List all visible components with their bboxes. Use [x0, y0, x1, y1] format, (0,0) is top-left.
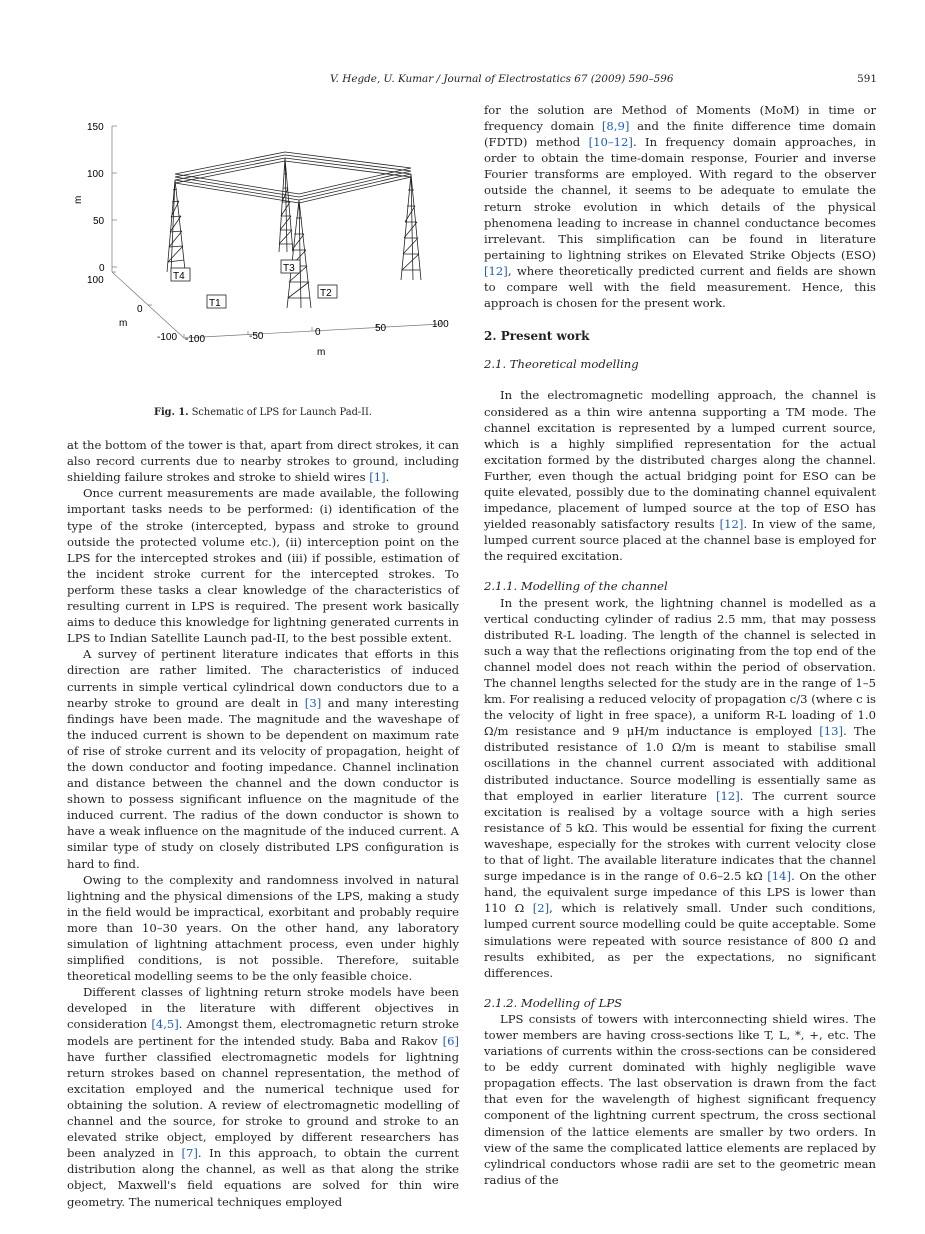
y-tick-label: -100	[157, 332, 178, 343]
text-run: .	[385, 470, 390, 485]
running-head	[0, 73, 925, 87]
text-run: , where theoretically predicted current and fields are shown to compare well with the field measurement. Hence, this approach is chosen for the present work.	[484, 263, 876, 311]
y-tick-label: 100	[87, 275, 104, 286]
tower-label-t4: T4	[173, 271, 185, 282]
figure-caption-text: Schematic of LPS for Launch Pad-II.	[191, 407, 372, 418]
text-run: . In view of the same, lumped current source placed at the channel base is employed for the required excitation.	[484, 517, 876, 564]
text-run: . The current source excitation is realised by a voltage source with a high series resistance of 5 kΩ. This would be essential for fixing the current waveshape, especially for the strokes with current velocity close to that of light. The available literature indicates that the channel surge impedance is in the range of 0.6–2.5 kΩ	[484, 788, 876, 884]
text-run: . In frequency domain approaches, in order to obtain the time-domain response, Fourier and inverse Fourier transforms are employed. With regard to the observer outside the channel, it seems to be adequate to emulate the return stroke evolution in which details of the physical phenomena leading to increase in channel conductance becomes irrelevant. This simplification can be found in literature pertaining to lightning strikes on Elevated Strike Objects (ESO)	[484, 135, 876, 262]
lps-3d-plot	[67, 102, 459, 382]
z-tick-label: 100	[87, 169, 104, 180]
paragraph: Owing to the complexity and randomness involved in natural lightning and the physical dimensions of the LPS, making a study in the field would be impractical, exorbitant and probably require more than 10–30 years. On the other hand, any laboratory simulation of lightning attachment process, even under highly simplified conditions, is not possible. Therefore, suitable theoretical modelling seems to be the only feasible choice.	[67, 872, 459, 984]
tower-label-t1: T1	[209, 298, 221, 309]
citation-link[interactable]: [7]	[181, 1146, 198, 1161]
paragraph	[67, 646, 459, 871]
figure-lps-schematic	[67, 102, 459, 402]
shield-wires	[175, 152, 411, 203]
tower-labels	[171, 260, 337, 309]
paragraph	[484, 387, 876, 564]
text-run: for the solution are Method of Moments (MoM) in time or frequency domain	[484, 103, 876, 134]
subsubsection-heading: 2.1.2. Modelling of LPS	[484, 995, 623, 1010]
citation-link[interactable]: [3]	[304, 695, 322, 710]
citation-link[interactable]: [4,5]	[151, 1017, 179, 1032]
text-run: . On the other hand, the equivalent surge impedance of this LPS is lower than 110 Ω	[484, 869, 876, 916]
text-run: and many interesting findings have been made. The magnitude and the waveshape of the induced current is shown to be dependent on maximum rate of rise of stroke current and its velocity of propagation, height of the down conductor and footing impedance. Channel inclination and distance between the channel and the down conductor is shown to possess significant influence on the magnitude of the induced current. The radius of the down conductor is shown to have a weak influence on the magnitude of the induced current. A similar type of study on closely distributed LPS configuration is hard to find.	[67, 695, 459, 871]
y-tick-label: 0	[137, 304, 143, 315]
z-axis-label: m	[73, 195, 84, 204]
text-run: In the present work, the lightning channel is modelled as a vertical conducting cylinder of radius 2.5 mm, that may possess distributed R-L loading. The length of the channel is selected in such a way that the reflections originating from the top end of the channel model does not reach within the period of observation. The channel lengths selected for the study are in the range of 1–5 km. For realising a reduced velocity of propagation c/3 (where c is the velocity of light in free space), a uniform R-L loading of 1.0 Ω/m resistance and 9 μH/m inductance is employed	[484, 595, 876, 739]
text-run: Different classes of lightning return stroke models have been developed in the literature with different objectives in consideration	[67, 985, 459, 1032]
z-tick-label: 50	[93, 216, 105, 227]
y-axis-label: m	[119, 318, 128, 329]
x-tick-label: -100	[185, 334, 206, 345]
text-run: have further classified electromagnetic models for lightning return strokes based on channel representation, the method of excitation employed and the numerical technique used for obtaining the solution. A review of electromagnetic modelling of channel and the source, for stroke to ground and stroke to an elevated strike object, employed by different researchers has been analyzed in	[67, 1049, 459, 1161]
plot-axes	[112, 126, 441, 338]
citation-link[interactable]: [1]	[369, 470, 386, 485]
z-tick-label: 150	[87, 122, 104, 133]
right-column	[484, 102, 876, 1188]
subsection-heading: 2.1. Theoretical modelling	[484, 357, 639, 372]
text-run: . The distributed resistance of 1.0 Ω/m is meant to stabilise small oscillations in the channel current associated with additional distributed inductance. Source modelling is essentially same as that employed in earlier literature	[484, 724, 876, 803]
citation-link[interactable]: [12]	[484, 263, 508, 278]
paragraph	[67, 984, 459, 1209]
citation-link[interactable]: [2]	[532, 901, 550, 916]
citation-link[interactable]: [13]	[819, 724, 844, 739]
text-run: In the electromagnetic modelling approach, the channel is considered as a thin wire antenna supporting a TM mode. The channel excitation is represented by a lumped current source, which is a highly simplified representation for the actual excitation formed by the distributed charges along the channel. Further, even though the actual bridging point for ESO can be quite elevated, possibly due to the dominating channel equivalent impedance, placement of lumped source at the top of ESO has yielded reasonably satisfactory results	[484, 388, 876, 532]
tower-label-t3: T3	[283, 263, 295, 274]
citation-link[interactable]: [12]	[715, 788, 740, 803]
text-run: . Amongst them, electromagnetic return stroke models are pertinent for the intended study. Baba and Rakov	[67, 1017, 459, 1048]
citation-link[interactable]: [6]	[442, 1033, 459, 1048]
text-run: , which is relatively small. Under such conditions, lumped current source modelling could be quite acceptable. Some simulations were repeated with source resistance of 800 Ω and results exhibited, as per the expectations, no significant differences.	[484, 901, 876, 980]
paragraph: Once current measurements are made available, the following important tasks needs to be performed: (i) identification of the type of the stroke (intercepted, bypass and stroke to ground outside the protected volume etc.), (ii) interception point on the LPS for the intercepted strokes and (iii) if possible, estimation of the incident stroke current for the intercepted strokes. To perform these tasks a clear knowledge of the characteristics of resulting current in LPS is required. The present work basically aims to deduce this knowledge for lightning generated currents in LPS to Indian Satellite Launch pad-II, to the best possible extent.	[67, 486, 459, 646]
subsubsection-heading: 2.1.1. Modelling of the channel	[484, 579, 668, 594]
paragraph	[67, 437, 459, 485]
citation-link[interactable]: [10–12]	[588, 135, 633, 150]
left-column	[67, 102, 459, 1210]
paragraph	[484, 102, 876, 311]
running-title: V. Hegde, U. Kumar / Journal of Electrostatics 67 (2009) 590–596	[330, 73, 674, 85]
tower-label-t2: T2	[320, 288, 332, 299]
z-tick-label: 0	[99, 263, 105, 274]
x-axis-label: m	[317, 347, 326, 358]
figure-caption	[67, 405, 459, 421]
page-number: 591	[857, 73, 877, 85]
text-run: at the bottom of the tower is that, apart from direct strokes, it can also record currents due to nearby strokes to ground, including shielding failure strokes and stroke to shield wires	[67, 438, 459, 485]
figure-caption-label: Fig. 1.	[154, 407, 189, 418]
x-tick-label: 0	[315, 327, 321, 338]
x-tick-label: 50	[375, 323, 387, 334]
citation-link[interactable]: [8,9]	[601, 119, 630, 134]
x-tick-label: -50	[249, 331, 264, 342]
paragraph	[484, 595, 876, 981]
x-tick-label: 100	[432, 319, 449, 330]
citation-link[interactable]: [14]	[767, 869, 792, 884]
citation-link[interactable]: [12]	[719, 517, 744, 532]
text-run: and the finite difference time domain (FDTD) method	[484, 119, 877, 150]
paragraph: LPS consists of towers with interconnecting shield wires. The tower members are having cross-sections like T, L, *, +, etc. The variations of currents within the cross-sections can be considered to be eddy current dominated with highly negligible wave propagation effects. The last observation is drawn from the fact that even for the wavelength of highest significant frequency component of the lightning current spectrum, the cross sectional dimension of the lattice elements are smaller by two orders. In view of the same the complicated lattice elements are replaced by cylindrical conductors whose radii are set to the geometric mean radius of the	[484, 1011, 876, 1187]
text-run: . In this approach, to obtain the current distribution along the channel, as well as that along the strike object, Maxwell's field equations are solved for thin wire geometry. The numerical techniques employed	[67, 1146, 459, 1209]
text-run: A survey of pertinent literature indicates that efforts in this direction are rather limited. The characteristics of induced currents in simple vertical cylindrical down conductors due to a nearby stroke to ground are dealt in	[67, 647, 459, 710]
section-heading: 2. Present work	[484, 329, 590, 344]
